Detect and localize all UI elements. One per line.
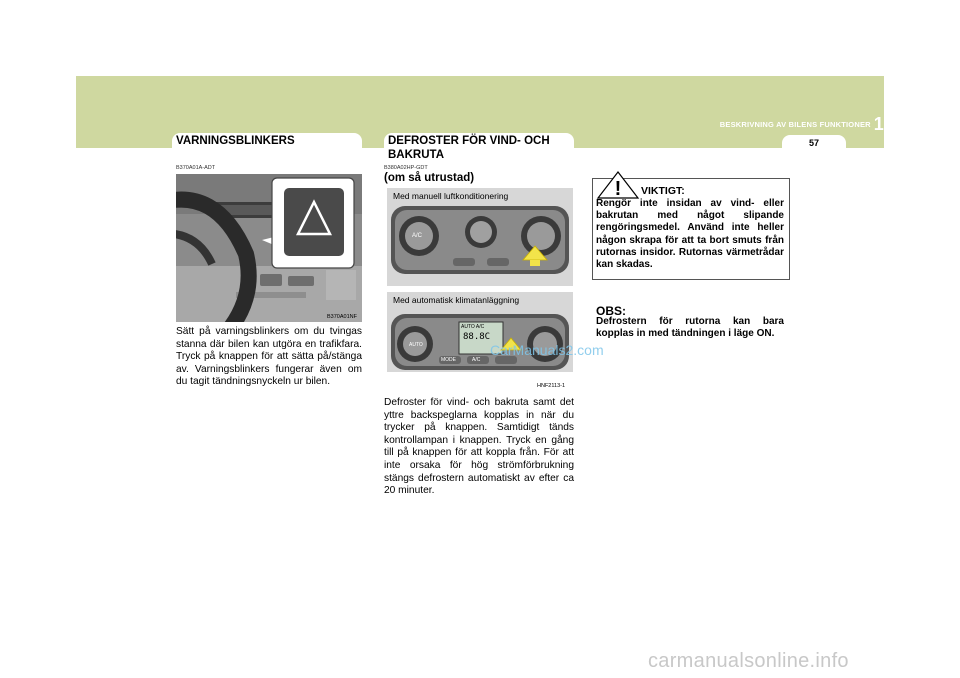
section-header-defroster	[384, 133, 574, 161]
auto-display-top: AUTO A/C	[461, 324, 485, 330]
auto-knob-label: AUTO	[409, 342, 423, 348]
page-number: 57	[808, 138, 819, 148]
warning-text: Rengör inte insidan av vind- eller bakrutan med något slipande rengöringsmedel. Använd inte heller någon skrapa för att ta bort smuts från rutornas insidor. Rutornas värmetrådar kan skadas.	[596, 198, 784, 271]
chapter-title	[720, 111, 884, 132]
hazard-paragraph: Sätt på varningsblinkers om du tvingas stanna där bilen kan utgöra en trafikfara. Tryck på knappen för att sätta på/stänga av. Varningsblinkers fungerar även om du tagit tändningsnyckeln ur bilen.	[176, 326, 362, 388]
note-title: OBS:	[596, 304, 626, 318]
section-header-hazard	[172, 133, 362, 149]
manual-ac-knob-label: A/C	[412, 233, 423, 239]
auto-mode-button-label: MODE	[441, 357, 456, 363]
section-header-hazard-text: VARNINGSBLINKERS	[176, 135, 295, 147]
hazard-figure-caption: B370A01NF	[327, 314, 357, 320]
auto-climate-label: Med automatisk klimatanläggning	[393, 295, 520, 305]
section-code-defroster: B380A02HP-GDT	[384, 165, 428, 171]
auto-climate-figure	[387, 292, 573, 372]
hazard-figure	[176, 174, 362, 322]
hazard-figure-art	[176, 174, 362, 322]
page-number-tab	[782, 135, 846, 151]
defroster-subtitle: (om så utrustad)	[384, 172, 475, 184]
defroster-paragraph: Defroster för vind- och bakruta samt det yttre backspeglarna kopplas in när du trycker på knappen. Samtidigt tänds kontrollampan i knappen. Tryck en gång till på knappen för att koppla från. För att inte orsaka för hög strömförbrukning stängs defrostern automatiskt av efter ca 20 minuter.	[384, 397, 574, 497]
manual-ac-figure	[387, 188, 573, 286]
watermark-overlay: CarManuals2.com	[490, 342, 604, 358]
auto-display-readout: 88.8C	[463, 332, 491, 342]
chapter-title-text: BESKRIVNING AV BILENS FUNKTIONER	[719, 120, 871, 129]
warning-title: VIKTIGT:	[641, 185, 685, 197]
svg-text:!: !	[614, 178, 622, 200]
section-code-hazard: B370A01A-ADT	[176, 165, 216, 171]
section-header-defroster-text: DEFROSTER FÖR VIND- OCH BAKRUTA	[388, 135, 550, 161]
defroster-figure-caption: HNF2113-1	[537, 383, 566, 389]
warning-triangle-icon	[596, 170, 640, 200]
watermark-footer: carmanualsonline.info	[648, 650, 849, 672]
auto-ac-button-label: A/C	[472, 357, 481, 363]
chapter-number: 1	[873, 114, 884, 134]
note-text: Defrostern för rutorna kan bara kopplas in med tändningen i läge ON.	[596, 316, 784, 340]
manual-ac-label: Med manuell luftkonditionering	[393, 191, 509, 201]
